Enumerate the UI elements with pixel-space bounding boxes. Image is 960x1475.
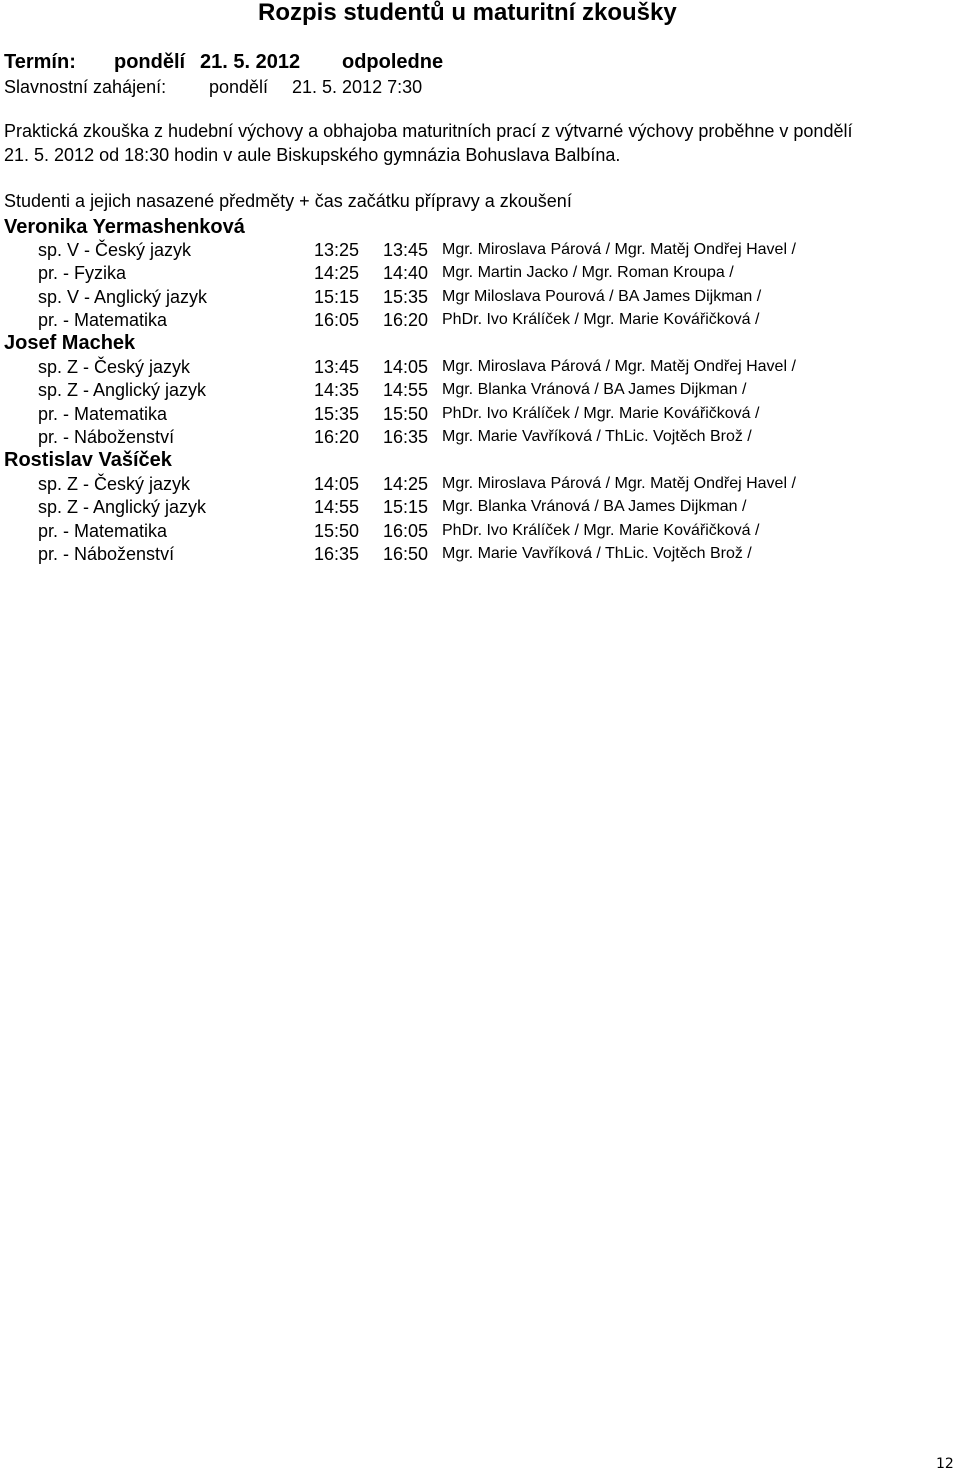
term-label: Termín:	[4, 51, 76, 73]
prep-time: 13:25	[314, 240, 360, 260]
student-name: Rostislav Vašíček	[4, 449, 172, 471]
exam-time: 14:55	[383, 380, 429, 400]
prep-time: 15:15	[314, 287, 360, 307]
examiners: PhDr. Ivo Králíček / Mgr. Marie Kovářičková /	[442, 311, 760, 328]
term-date: 21. 5. 2012	[200, 51, 301, 73]
exam-time: 16:20	[383, 310, 429, 330]
examiners: Mgr. Marie Vavříková / ThLic. Vojtěch Brož /	[442, 428, 752, 445]
prep-time: 16:05	[314, 310, 360, 330]
examiners: PhDr. Ivo Králíček / Mgr. Marie Kovářičková /	[442, 405, 760, 422]
subject-label: pr. - Matematika	[38, 521, 168, 541]
exam-time: 15:35	[383, 287, 429, 307]
students-intro: Studenti a jejich nasazené předměty + čas začátku přípravy a zkoušení	[4, 191, 572, 211]
opening-datetime: 21. 5. 2012 7:30	[292, 77, 423, 97]
exam-time: 16:05	[383, 521, 429, 541]
prep-time: 14:05	[314, 474, 360, 494]
subject-label: pr. - Matematika	[38, 310, 168, 330]
examiners: Mgr. Martin Jacko / Mgr. Roman Kroupa /	[442, 264, 734, 281]
exam-time: 15:50	[383, 404, 429, 424]
exam-time: 16:50	[383, 544, 429, 564]
examiners: Mgr Miloslava Pourová / BA James Dijkman /	[442, 288, 762, 305]
examiners: Mgr. Marie Vavříková / ThLic. Vojtěch Brož /	[442, 545, 752, 562]
examiners: Mgr. Blanka Vránová / BA James Dijkman /	[442, 381, 747, 398]
prep-time: 14:25	[314, 263, 360, 283]
subject-label: pr. - Matematika	[38, 404, 168, 424]
prep-time: 14:55	[314, 497, 360, 517]
student-name: Josef Machek	[4, 332, 136, 354]
subject-label: sp. Z - Český jazyk	[38, 474, 191, 494]
subject-label: sp. Z - Anglický jazyk	[38, 380, 207, 400]
examiners: Mgr. Miroslava Párová / Mgr. Matěj Ondřej Havel /	[442, 358, 796, 375]
subject-label: pr. - Náboženství	[38, 544, 175, 564]
opening-label: Slavnostní zahájení:	[4, 77, 167, 97]
subject-label: pr. - Fyzika	[38, 263, 127, 283]
prep-time: 14:35	[314, 380, 360, 400]
exam-time: 14:40	[383, 263, 429, 283]
subject-label: sp. Z - Anglický jazyk	[38, 497, 207, 517]
subject-label: sp. V - Český jazyk	[38, 240, 192, 260]
opening-day: pondělí	[209, 77, 269, 97]
practical-exam-line-2: 21. 5. 2012 od 18:30 hodin v aule Biskupského gymnázia Bohuslava Balbína.	[4, 145, 621, 165]
examiners: Mgr. Miroslava Párová / Mgr. Matěj Ondřej Havel /	[442, 241, 796, 258]
subject-label: sp. V - Anglický jazyk	[38, 287, 208, 307]
subject-label: pr. - Náboženství	[38, 427, 175, 447]
exam-time: 13:45	[383, 240, 429, 260]
prep-time: 15:50	[314, 521, 360, 541]
exam-time: 16:35	[383, 427, 429, 447]
student-name: Veronika Yermashenková	[4, 216, 245, 238]
term-day: pondělí	[114, 51, 186, 73]
prep-time: 13:45	[314, 357, 360, 377]
prep-time: 16:35	[314, 544, 360, 564]
exam-time: 14:05	[383, 357, 429, 377]
page-title: Rozpis studentů u maturitní zkoušky	[258, 0, 677, 26]
page-number: 12	[936, 1456, 954, 1472]
subject-label: sp. Z - Český jazyk	[38, 357, 191, 377]
practical-exam-line-1: Praktická zkouška z hudební výchovy a obhajoba maturitních prací z výtvarné výchovy proběhne v pondělí	[4, 121, 853, 141]
exam-time: 14:25	[383, 474, 429, 494]
exam-time: 15:15	[383, 497, 429, 517]
examiners: PhDr. Ivo Králíček / Mgr. Marie Kovářičková /	[442, 522, 760, 539]
examiners: Mgr. Miroslava Párová / Mgr. Matěj Ondřej Havel /	[442, 475, 796, 492]
prep-time: 16:20	[314, 427, 360, 447]
examiners: Mgr. Blanka Vránová / BA James Dijkman /	[442, 498, 747, 515]
term-part: odpoledne	[342, 51, 444, 73]
prep-time: 15:35	[314, 404, 360, 424]
